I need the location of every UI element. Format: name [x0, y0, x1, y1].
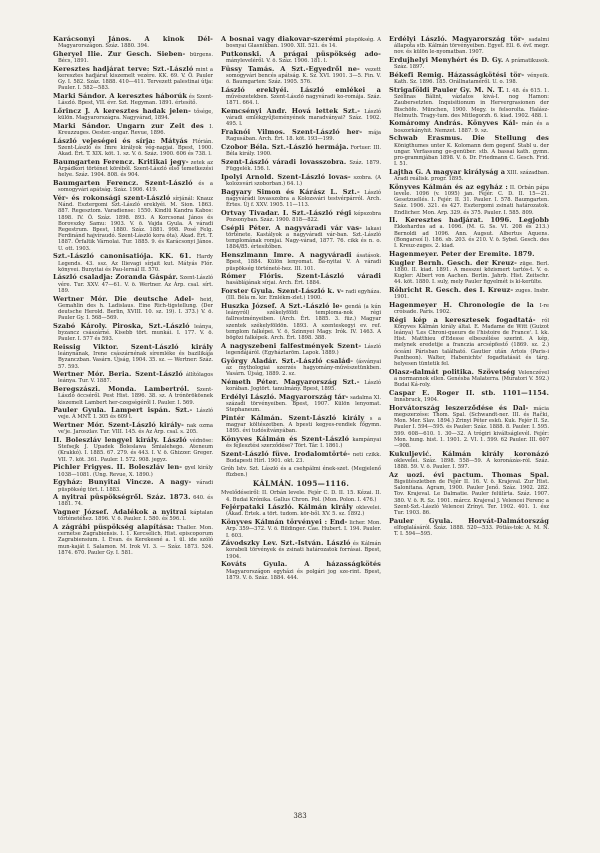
entry-title: Röhricht R. Gesch. des I. Kreuz- — [389, 285, 514, 294]
entry-title: Erdélyi László. Magyarország tör- — [389, 35, 525, 43]
entry-title: Karácsonyi János. A kinok Dél- — [53, 35, 213, 43]
entry-title: Huszka József. A Szt.-László le- — [221, 302, 343, 311]
bibliography-entry — [389, 518, 549, 538]
entry-title: Pauler Gyula. Horvát-Dalmátország — [389, 516, 549, 525]
entry-text: 640. és 1881. 74. — [58, 495, 213, 508]
bibliography-entry — [221, 87, 381, 107]
entry-title: László csaladja: Zoranda Gáspár. — [53, 273, 178, 282]
entry-title: Putkonski. A prágai püspökség ado- — [221, 49, 381, 58]
bibliography-entry — [53, 180, 213, 193]
entry-title: Wertner Mór. Beria. Szent-László — [53, 370, 183, 379]
entry-title: Marki Sándor. A keresztes háborúk — [53, 92, 188, 101]
entry-title: Lajtha G. A magyar királyság a — [389, 167, 506, 176]
entry-title: László vejeségei és sírja: Mátyás — [53, 136, 188, 145]
entry-text: oklevelei. Száz. 1898. 558—59. A koronázás-ról. Száz. 1888. 59. V. ö. Pauler. I. 597. — [394, 457, 549, 471]
entry-title: Könyves Kálmán és Szent-László — [221, 434, 350, 443]
entry-title: Rómer Flóris. Szent-László váradi — [221, 272, 381, 281]
entry-title: Szent-László füve. Irodalomtörté- — [221, 449, 351, 458]
column-middle — [221, 36, 381, 582]
entry-text: Szent-László öccséről. Pest Hist. 1896. 38. sz. A trónörökösnek kiszemelt Lambert her-czegségéről I. Pauler. I. 569. — [58, 387, 213, 406]
entry-title: Wertner Mór. Die deutsche Adel- — [53, 294, 195, 303]
entry-text: kampányai és fejlesztési szerződése? Tört. Tár. I. 1861.) — [226, 436, 381, 450]
entry-title: Kugler Bernh. Gesch. der Kreuz- — [389, 258, 517, 267]
entry-text: heid, Gemahlin des h. Ladislaus. Eine Rich-tigstellung. (Der deutsche Herold. Berlin, XVIII. 10. sz. 19). I. 373.) V. ö. Pauler Gy. I. 568—569. — [58, 296, 213, 322]
bibliography-entry — [53, 494, 213, 507]
bibliography-entry — [53, 123, 213, 136]
bibliography-entry — [53, 323, 213, 343]
bibliography-entry — [53, 437, 213, 463]
entry-title: Pauler Gyula. Lampert ispán. Szt.- — [53, 406, 193, 415]
entry-title: II. Boleszláv lengyel király. László — [53, 436, 187, 445]
entry-text: Velenczével a normannok ellen. Genésba Malaterra. (Muratori V. 592.) Budai Ká-roly. — [394, 369, 549, 389]
entry-title: László ereklyéi. László emlékei a — [221, 85, 381, 94]
bibliography-entry — [389, 169, 549, 182]
section-heading: KÁLMÁN. 1095—1116. — [252, 479, 350, 489]
entry-text: zuges. Insbr. 1901. — [394, 287, 549, 301]
entry-title: Strigaföldi Pauler Gy. M. N. T. — [389, 85, 505, 94]
entry-text: Száz. 1879. Függelék. 156. l. — [226, 159, 382, 173]
entry-title: Kemcsényi Andr. Hová lettek Szt.- — [221, 107, 361, 116]
bibliography-entry — [221, 36, 381, 49]
entry-title: Pichler Frigyes. II. Boleszláv len- — [53, 463, 183, 472]
entry-title: II. Keresztes hadjárat. 1096. Legjobb — [389, 216, 549, 225]
entry-text: sírjánál: Knauz Nánd. Esztergomi Szt.-László ereklyéi. M. Sion. 1863. 887. Regesztom. Varadiense: 1550. Kindlü Kandra Kabos: 1898. IV. Ö. Száz. 1898. 893. A Korcsonai János és Borovszky Samu: 1903. V. ö. Vajda Gyula. A váradi Regestrum. Bpest, 1880. Száz. 1881. 998. Posé Felg. Ferdinánd hajvíraudó. Szent-László kora óta). Akad. Ért. T. 1887. Őrfaltik Várnolai. Tur. 1885. 9. és Karácsonyi János. U. ott. 1903. — [58, 195, 213, 252]
bibliography-entry — [221, 504, 381, 517]
entry-text: szobra. (A kolozsvári szoborban.) 64. l.) — [226, 174, 382, 188]
entry-text: Magyarországon egyházi és polgári jog sze-rint. Bpest, 1879. V. ö. Száz. 1884. 444. — [226, 568, 381, 581]
bibliography-entry — [53, 524, 213, 556]
entry-title: Kováts Gyula. A házasságkötés — [221, 560, 381, 569]
entry-text: vényeik. Kath. Sz. 1896. 185. Orállnataméről. U. o. 198. — [394, 73, 549, 86]
bibliography-entry — [221, 561, 381, 581]
bibliography-entry — [389, 72, 549, 85]
entry-text: Mvelődéseiről: II. Orbán levele. Fejér C. D. II. 15. Kézai. II. 4. Budai Krónika. Gallus Chron. Pol. (Mon. Polon. I. 476.) — [221, 490, 381, 503]
entry-title: Czobor Béla. Szt.-László hermája. — [221, 143, 349, 152]
bibliography-entry — [53, 407, 213, 420]
entry-text: sadalma XI. századi törvényeiben. Bpest, 1907. Külön lenyomat. Stephaneum. — [226, 394, 381, 414]
entry-title: György Aladár. Szt.-László család- — [221, 356, 354, 365]
bibliography-entry — [389, 251, 549, 258]
entry-text: I. Kreuzzuges. Oester.-ungar. Revue, 1896. — [58, 123, 213, 137]
bibliography-entry — [389, 120, 549, 133]
bibliography-entry — [389, 472, 549, 516]
entry-text: képszobra Pozsonyban. Száz. 1900. 818—822. — [226, 210, 381, 224]
entry-text: Szent-László vére. Tur. XXV. 47—61. V. ö. Wertner. Az Árp. csal. sírt. 189. — [58, 275, 213, 294]
bibliography-entry — [53, 422, 213, 435]
entry-title: Keresztes hadjárat terve: Szt.-László — [53, 64, 194, 73]
bibliography-entry — [53, 36, 213, 49]
bibliography-entry — [53, 93, 213, 106]
entry-title: A nagyszebeni falfestmények Szent- — [221, 341, 362, 350]
entry-text: licher. Mon. Arp. 359—372. V. ö. Bildinger. Cae. Hubert. I. 194. Pauler. I. 603. — [226, 520, 382, 539]
entry-title: Pintér Kálmán. Szent-László király — [221, 413, 365, 422]
entry-text: és Kálmán korabeli törvények és zsinati határozatok forrásai. Bpest, 1904. — [226, 541, 381, 560]
bibliography-entry — [221, 252, 381, 272]
entry-text: leánya, byzancz császárné. Kisebb tört. munkái. I. 177. V. ö. Pauler. I. 577 és 593. — [58, 323, 213, 343]
entry-text: tősége, külön. Magyarországra. Nagyvárad, 1894. — [58, 109, 213, 122]
entry-title: Ortvay Tivadar. I. Szt.-László régi — [221, 208, 352, 217]
entry-text: vezett somogyvári bencés apátság. K. Sz. XVI. 1901. 3—5. Fin. V. ö. Baumgarten: Száz. 1905. 576. — [226, 66, 381, 86]
bibliography-entry — [53, 253, 213, 273]
entry-text: és Szent-László. Bpest, VII. évr. Szt. Hegyman. 1891. értesítő. — [58, 94, 213, 107]
bibliography-entry — [53, 386, 213, 406]
entry-title: Fraknói Vilmos. Szent-László her- — [221, 128, 363, 137]
bibliography-entry — [53, 66, 213, 92]
bibliography-entry — [221, 66, 381, 86]
entry-title: Wertner Mór. Szent-László király- — [53, 421, 184, 430]
entry-title: A zágrábi püspökség alapítása: — [53, 523, 175, 532]
entry-text: nak ozma ve'je. Jaroszlav. Tur. VIII. 145. és Az Árp. csal. s. 205. — [58, 423, 213, 436]
bibliography-entry — [389, 135, 549, 167]
entry-title: A nyitrai püspökségről. Száz. 1873. — [53, 493, 191, 502]
entry-title: Németh Péter. Magyarország Szt.- — [221, 377, 360, 386]
entry-text: mácia megszerzése: Thom. Spal. (Schwandt-ner. III. és Rački, Mon. Mer. Slav. 1894.) Zrinyi Péter eskü. Kuk. Fejér II. Sz. Pauler I. 594—595. és Pauler: Száz. 1888. 8. Pauler. I. 595. 599. 608—610. 1. 30—32. A trógiri kiváltságlevél. Fejér: Mon. hung. hist. 1. 1901. 2. VI. 1. 599. 62 Pauler. III. 607—908. — [394, 405, 549, 449]
entry-text: és a somogyvári apátság. Száz. 1906. 419. — [58, 181, 213, 194]
bibliography-entry — [389, 390, 549, 403]
entry-title: Vagner József. Adalékok a nyitrai — [53, 508, 187, 517]
bibliography-entry — [389, 57, 549, 70]
bibliography-entry — [53, 108, 213, 121]
entry-title: Erdujhelyi Menyhért és D. Gy. — [389, 56, 504, 65]
column-right — [389, 36, 549, 539]
entry-text: Fortuer. III. Béla király. 1900. — [226, 145, 381, 158]
entry-text: XIII. században. Aradi reálisk. progr. 1895. — [394, 169, 549, 183]
entry-text: Innsbruck, 1904. — [394, 397, 439, 404]
entry-title: Szabó Károly. Piroska, Szt.-László — [53, 321, 190, 330]
entry-text: Bigsütészletben de Fejér II. 16. V. ö. Krajeval. Zur Hist. Salonitana. Agram, 1900. Pauler Jenő. Száz. 1902. 282. Tov. Krajeval. Le Dalmatie. Pauler felülírta. Száz. 1907. 380. V. ö. R. Sz. 1901. márcz. Krajeval J. Velencei Ferenc a Szent-Szt.-László Velencei Zrínyi. Ter. 1902. 401. 1. ész Tur. 1903. 86. — [394, 479, 549, 517]
bibliography-entry — [221, 394, 381, 414]
entry-title: Csépli Péter. A nagyváradi vár vas- — [221, 223, 362, 232]
entry-text: elfoglalásáról. Száz. 1888. 520—533. Pótlás-tok: A. M. N. T. I. 594—595. — [394, 524, 549, 538]
bibliography-entry — [389, 405, 549, 449]
entry-text: zetek az Árpádkori történet köréből. Szent-László első temetkezési helye. Száz. 1904. 808. és 904. — [58, 159, 213, 179]
entry-text: László legendájáról. (Egyháztaröm. Lapok. 1889.) — [226, 343, 381, 356]
entry-text: Ekkehardus ad a. 1096. (M. G. Ss. VI. 208 és 213.) Bernoldi ad 1096. Ann. Augsut. Albertus Aquens. (Bongarsoí I). 186. sb. 203. és 210. V. ö. Sybel. Gesch. des I. Kreuz-zuges. 2. kiad. — [394, 224, 549, 250]
bibliography-entry — [389, 302, 549, 315]
page-number: 383 — [293, 812, 307, 820]
entry-text: László veje. Á MNT. I. 305 és 609 l. — [58, 408, 213, 421]
bibliography-entry — [389, 317, 549, 368]
entry-title: Beregszászi. Monda. Lambertról. — [53, 385, 190, 394]
bibliography-entry — [221, 108, 381, 128]
bibliography-entry — [389, 184, 549, 216]
bibliography-entry — [389, 369, 549, 389]
entry-text: mint a keresztes hadjárat kiszemelt vezére. KK. 69. V. Ö. Pauler Gy. I. 582. Száz. 1888. 410—411. Tervezett palestinai útja: Pauler. I. 582—583. — [58, 66, 213, 92]
entry-text: radi egyháza. (III. Béla m. kir. Emlékm-zlet.) 1900. — [226, 289, 381, 302]
entry-title: Ipolyi Arnold. Szent-László lovas- — [221, 172, 351, 181]
entry-title: Szent-László váradi lovasszobra. — [221, 157, 347, 166]
bibliography-entry — [221, 189, 381, 209]
entry-text: művészetekben. Szent-László nagyváradi ko-romája. Száz. 1871. 664. l. — [226, 94, 381, 107]
bibliography-entry — [389, 451, 549, 471]
entry-text: gendá (a kún leányról) székelyföldi temploma-nok régi fallrestményeiben. (Arch. Ért. 1885. 3. füz.) Magyar szentek székelyföldön. 1893. A szenteskegyi ev. ref. templom falképei. V. ö. Szinnyei Magy. Irók. IV. 1463. A bögözi falképek. Arch. Ért. 1898. 388. — [226, 304, 382, 342]
entry-text: I-re croisade. Paris. 1902. — [394, 302, 549, 315]
entry-text: lakasi története. Kastályok a nagyváradi vár-ban. Szt.-László templomának romjai. Nagy-várad, 1877. 76. cikk és n. o. 1884/85. értesítőben. — [226, 225, 381, 251]
bibliography-entry — [221, 159, 381, 172]
entry-title: Caspar E. Roger II. stb. 1101—1154. — [389, 388, 549, 397]
bibliography-entry — [53, 371, 213, 384]
entry-text: állítólagos leánya. Tur. V. 1887. — [58, 372, 214, 385]
bibliography-entry — [53, 138, 213, 158]
entry-text: Thaller. Mon. cernetse Zagrabiensis. I. 1. Kercselich. Hist. episcoporum Zagrabiensium. I. Evan. és Kerekesné a. 1 ül. ide szóló mun-kaját I. Salamon. M. Irok VI. 3. — Száz. 1873. 524. 1874. 670. Pauler Gy. I. 581. — [58, 525, 213, 556]
entry-title: Bagyary Simon és Kárász L. Szt.- — [221, 187, 360, 196]
entry-title: Az uozi. évi pactum. Thomas Spal. — [389, 470, 549, 479]
entry-title: Hagenmeyer. Peter der Eremite. 1879. — [389, 249, 535, 258]
entry-title: A bosnai vagy diakovar-szerémi — [221, 35, 343, 43]
entry-text: ról Könyves Kálmán király által. E. Madame de Witt (Guizot leánya) 'Les Chroni-queurs de l'histoire de France'. I. kk. Hist. Matthieu d'Edesse elbeszélése szerint. A kép, melynek eredetije a franczia arcsépfestő (1869. sz. 2.) óceáni Párisban található. Gautier után Artois (Paris-i Pantheon). Walter, Habenichts' fogadtatását és tárg. helyesen tüntetik fel. — [394, 317, 549, 368]
column-left — [53, 36, 213, 558]
entry-title: Vér- és rokonsági szent-László — [53, 193, 171, 202]
entry-text: gyel király 1038—1081. (Ung. Revue, X. 1890.) — [58, 465, 213, 478]
entry-text: László korában. Jogtört. tanulmány. Bpest, 1895. — [226, 379, 381, 392]
entry-title: Régi kép a keresztesek fogadtatá- — [389, 315, 536, 324]
bibliography-entry — [221, 303, 381, 341]
entry-title: Hagenmeyer H. Chronologie de la — [389, 300, 534, 309]
bibliography-entry — [221, 519, 381, 539]
entry-title: Baumgarten Ferencz. Szent-László — [53, 179, 193, 188]
entry-text: A prámatikusok. Száz. 1897. — [394, 58, 549, 71]
entry-title: Könyves Kálmán és az egyház : — [389, 182, 508, 191]
entry-text: sadalmi állapota stb. Kálmán törvényeiben. Egyet. Ell. 6. évf. megr. nov. és külön le-nyomatban. 1907. — [394, 37, 550, 56]
entry-title: Lőrincz J. A keresztes hadak jelen- — [53, 107, 191, 116]
entry-text: püspökség. A bosnyai Glasnikban. 1900. XII. 521. és 14. — [226, 37, 381, 50]
bibliography-entry — [221, 490, 381, 502]
entry-text: züge. Berl. 1880. II. kiad. 1891. A messzei közismert tartós-t. V. o. Kugler: Albert von Aachen. Berlin. Jahrb. Hist. Zeitschr. 44. köt. 1880. I. suly, mely Pauler figyelmét is ki-kerülte. — [394, 260, 549, 286]
entry-text: védnöse: Stefsejk J. Upadek Boleslawa Smialehego. Ateneum (Krakkó). I. 1885. 67. 279. és 443. I. V. ö. Ghizzer. Greger. VII. 7. köt. 361. Pauler. I. 572. 908. jegyz. — [58, 438, 213, 463]
entry-text: leánynának, Irene császárnénak síremléke és bazilikája Byzanczban. Vasárn. Újság, 1904. 35. sz. — Wertner: Száz. 57. 593. — [58, 351, 213, 370]
entry-title: Fejérpataki László. Kálmán király — [221, 503, 353, 512]
entry-title: Horvátország leszerződése és Dal- — [389, 403, 529, 412]
bibliography-entry — [221, 343, 381, 356]
entry-title: Henszlmann Imre. A nagyváradi — [221, 251, 352, 260]
bibliography-entry — [221, 358, 381, 378]
bibliography-entry — [221, 415, 381, 435]
entry-title: Gheryel Ilie. Zur Gesch. Sieben- — [53, 49, 186, 58]
entry-title: Erdélyi László. Magyarország tár- — [221, 392, 349, 401]
entry-title: Marki Sándor. Ungarn zur Zeit des — [53, 121, 204, 130]
bibliography-entry — [389, 287, 549, 300]
bibliography-entry — [221, 540, 381, 560]
entry-title: Füssy Tamás. A Szt.-Egyedről ne- — [221, 64, 360, 73]
bibliography-entry — [53, 51, 213, 64]
entry-title: Kukuljević. Kálmán király koronázó — [389, 449, 549, 458]
bibliography-entry — [53, 479, 213, 492]
entry-text: ásatások. Bpest, 1884. Külön lenyomat. Ba-nyitai V. A váradi püspökség történeté-hez. III. 101. — [226, 253, 381, 272]
bibliography-entry — [221, 451, 381, 464]
entry-text: (ásványai az mythologiai szerzés hagyomány-művészetünkben. Vasárn. Újság, 1889. 2. sz. — [226, 358, 382, 378]
entry-text: II. Orbán pápa levele. 1096 (v. 1095) jan. Fejér. C. D. II. 15—21. Gesetzuellés. I. Fejér. II. 31. Pauler. I. 578. Baumgarten. Száz. 1906. 321. és 427. Esztergomi zsinati határozatok. Endlicher. Mon. Arp. 329. és 375. Pauler. I. 585. 809. — [394, 184, 549, 216]
entry-text: László nagyváradi lovasszobra a Kolozsvári testvérpárról. Arch. Értes. Új f. XXV. 1905. 11—113. — [226, 189, 382, 209]
bibliography-entry — [221, 174, 381, 187]
entry-text: I. 48. és 615. 1. Szélinas Bálint, vázlatos kivá-I. nog Hamon: Zaubersetzten. Inquisitionum in Hervergrasionen der Bischöfe. München, 1900. Megy. is felsorolta. Halász-Helmuth. Tragy-tum. des Mitlegorzh. 6. kiad. 1902. 488. l. — [394, 87, 549, 119]
entry-text: neti czikk. Budapesti Hírl. 1901. okt. 23. — [226, 451, 381, 464]
entry-title: Reissig Viktor. Szent-László király — [53, 342, 213, 351]
entry-text: Magyarországon. Száz. 1880. 394. — [58, 43, 149, 50]
bibliography-entry — [53, 159, 213, 179]
entry-text: Flórián. Szent-László és Imre királyok vég-napjai. Bpest, 1900. Akad. Ért. T. XIX. köt. 1. sz. V. ö. Száz. 1900. 606 és 738. l. — [58, 138, 213, 158]
entry-text: oklevelei. (Akad. Értek. a tört. tudom. kör-ből. XV. 5. sz. 1892.) — [226, 505, 382, 518]
bibliography-entry — [53, 195, 213, 252]
bibliography-entry — [389, 36, 549, 56]
entry-text: Königthumes unter K. Kolomann dem gegenf. Stabl u. der ungar. Verfassung ge-genüber. stb. A bassai kath. gymn. pro-grammjában 1898. V. ö. Dr. Friedmann C. Gesch. Frid. I. 51. — [394, 142, 549, 168]
bibliography-entry — [53, 344, 213, 370]
entry-title: Olasz-dalmát politika. Szövetség — [389, 367, 516, 376]
entry-title: Könyves Kálmán törvényei : End- — [221, 518, 348, 527]
entry-text: Gróh Istv. Szt. László és a csehpálmi ének-szet. (Megjelenő füzben.) — [221, 465, 381, 478]
entry-title: Komáromy András. Könyves Kál- — [389, 119, 519, 128]
entry-text: káptalan történetéhez. 1896. V. ö. Pauler. I. 580. és 596. l. — [58, 510, 213, 523]
entry-title: Szt.-László canonisatiója. KK. 61. — [53, 252, 192, 261]
entry-text: mán és a boszorkányhit. Nemzet. 1887. 9. sz. — [394, 121, 549, 134]
entry-text: mányleveléről. V. ö. Száz. 1906. 181. l. — [226, 58, 328, 65]
bibliography-entry — [53, 464, 213, 477]
bibliography-entry — [221, 379, 381, 392]
bibliography-entry — [389, 260, 549, 286]
bibliography-entry — [221, 288, 381, 301]
entry-text: váradi püspökség tört. I. 1883. — [58, 480, 213, 493]
bibliography-entry — [221, 436, 381, 449]
entry-text: hasáblájának sírjai. Arch. Ért. 1884. — [226, 280, 321, 287]
bibliography-entry — [221, 144, 381, 157]
bibliography-entry — [221, 51, 381, 64]
bibliography-entry — [221, 210, 381, 223]
entry-text: s a magyar költészetben. A bpesti kegyes-rendiek főgymn. 1895. évi tudósítványában. — [226, 415, 382, 435]
bibliography-entry — [53, 509, 213, 522]
bibliography-entry — [53, 296, 213, 322]
entry-title: Forster Gyula. Szent-László k. v- — [221, 287, 344, 296]
bibliography-entry — [221, 225, 381, 251]
entry-title: Baumgarten Ferencz. Kritikai jegy- — [53, 157, 189, 166]
entry-title: Závodszky Lev. Szt.-István. László — [221, 539, 351, 548]
entry-title: Schwab Erasmus. Die Stellung des — [389, 134, 549, 143]
bibliography-entry — [389, 217, 549, 249]
bibliography-entry — [53, 274, 213, 294]
bibliography-entry — [221, 466, 381, 478]
entry-title: Békefi Remig. Házasságkötési tör- — [389, 71, 525, 80]
bibliography-entry — [221, 129, 381, 142]
entry-title: Egyház: Bunyitai Vincze. A nagy- — [53, 478, 192, 487]
bibliography-entry — [221, 273, 381, 286]
entry-text: Hardy Legends. 43. ssz. Az Ilievagi sírjait kut. Mátyás Flór. könyvei. Bunyitai és Pau-lernál II. 570. — [58, 254, 213, 273]
entry-text: László váradi emlékgyűjteményének maradványai? Száz. 1902. 495. l. — [226, 109, 381, 128]
entry-text: mája Ragusában. Arch. Ért. 18. köt. 193—199. — [226, 130, 382, 143]
entry-text: bürgens. Bécs, 1891. — [58, 51, 213, 65]
bibliography-entry — [389, 87, 549, 119]
